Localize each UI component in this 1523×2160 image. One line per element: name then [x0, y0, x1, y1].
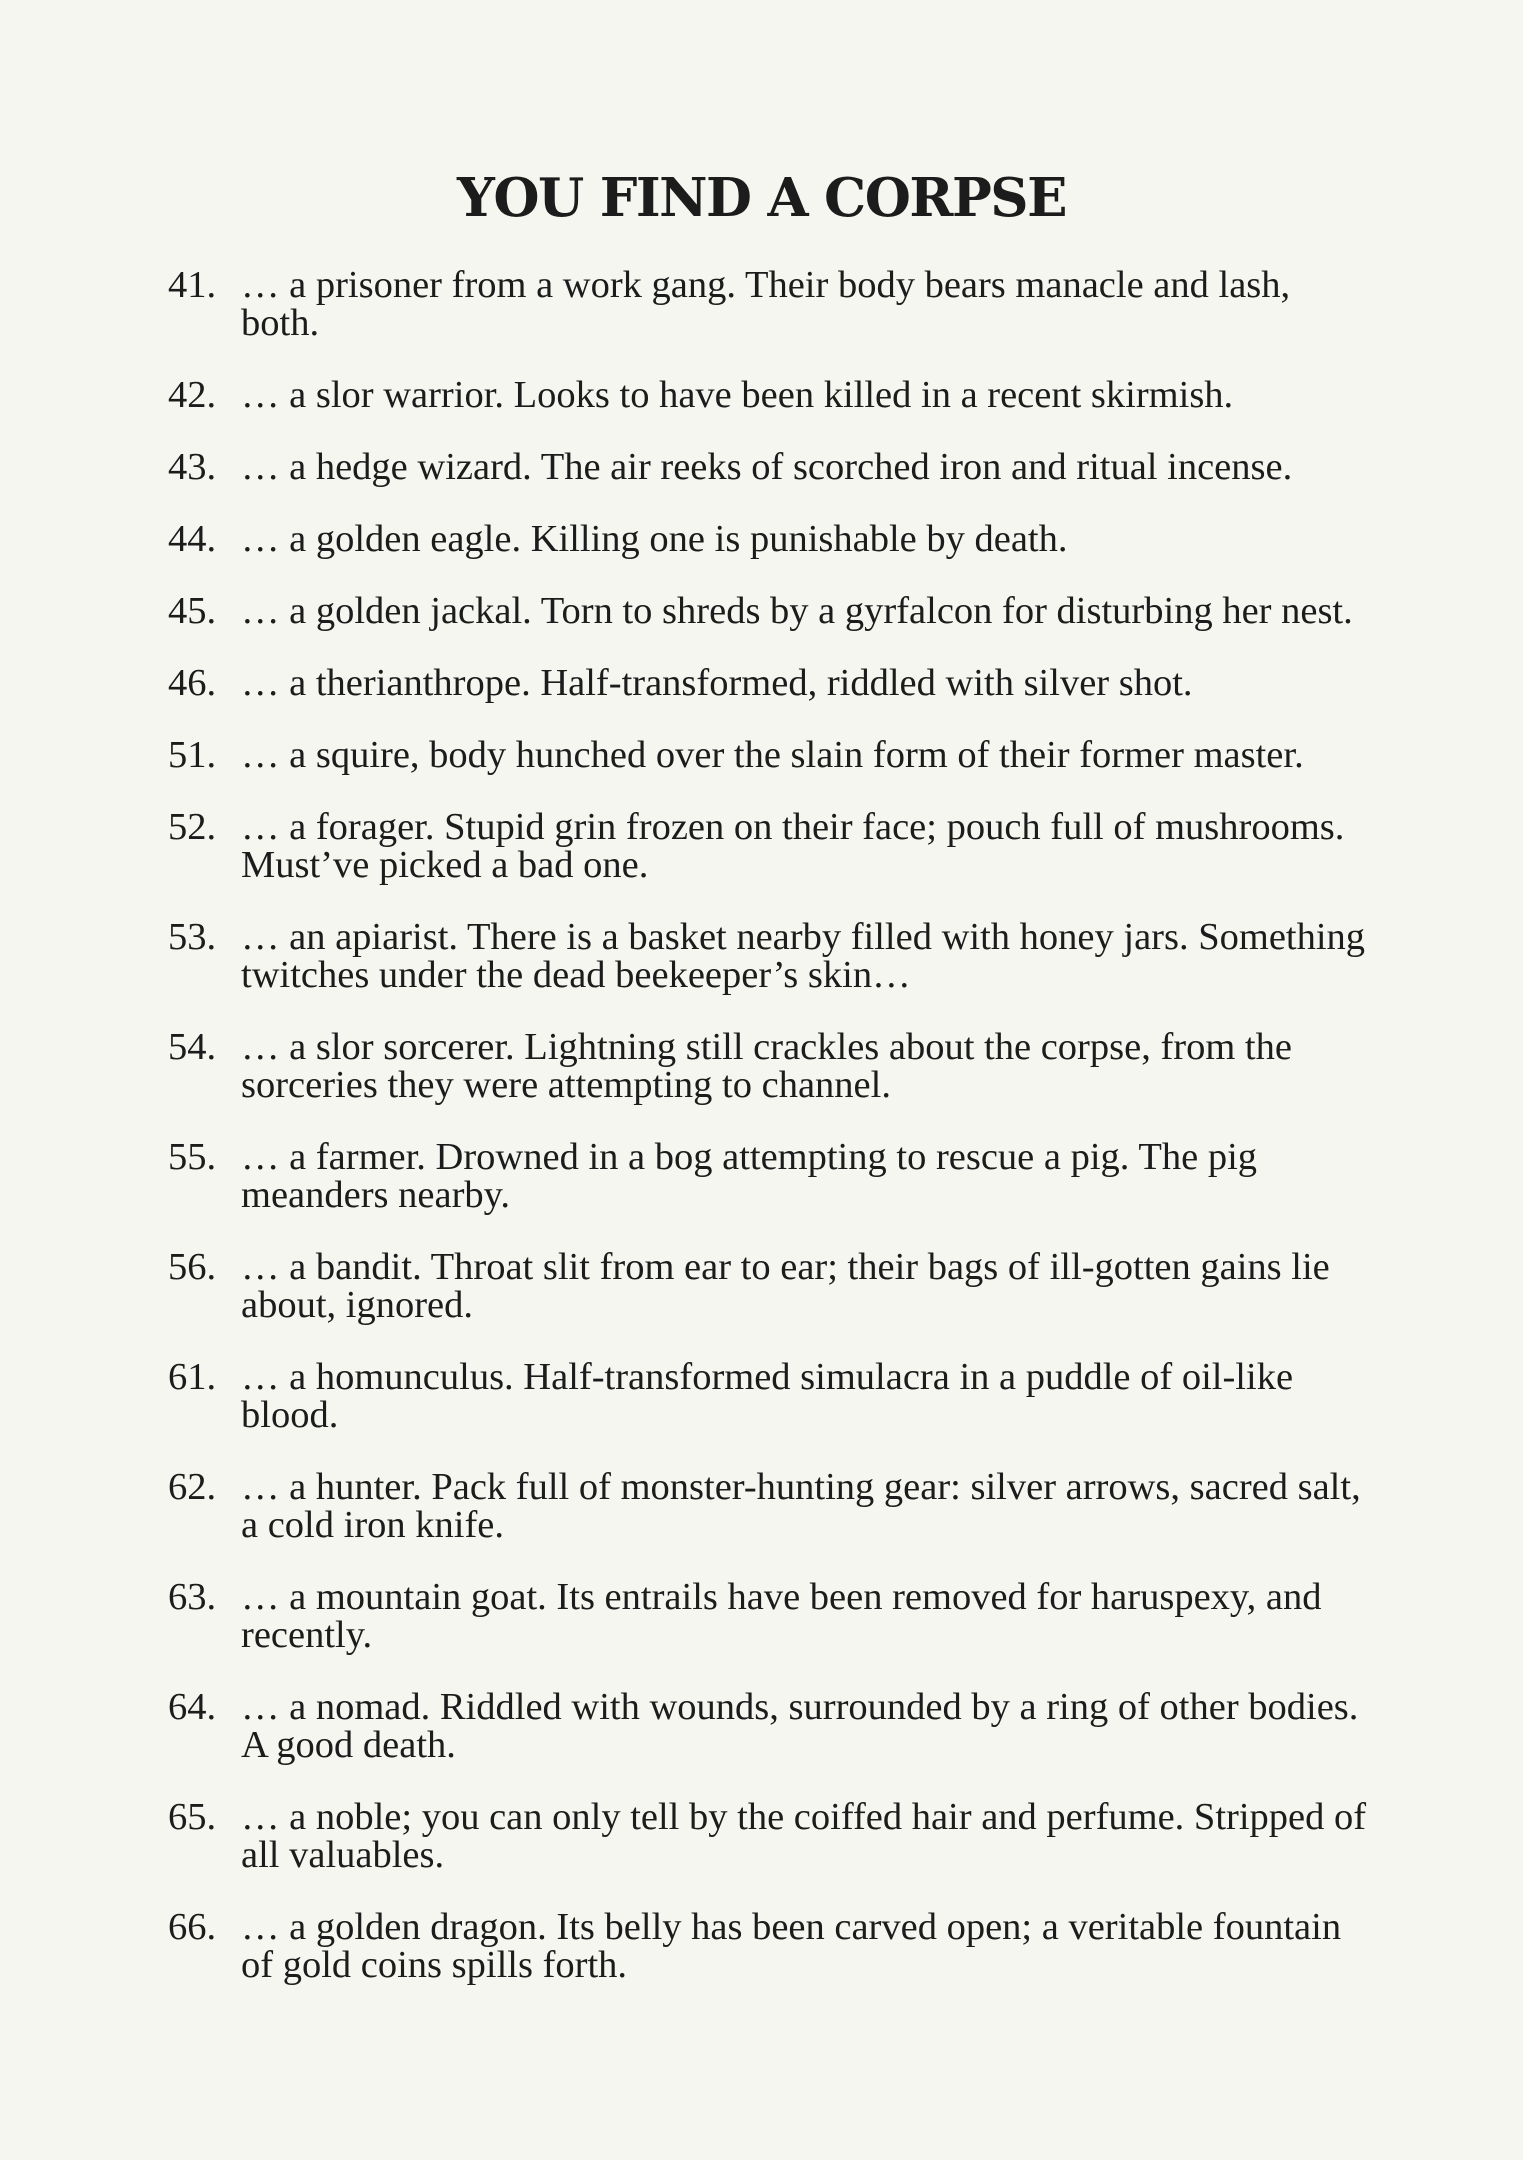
list-item	[168, 1468, 1368, 1544]
entry-number: 66.	[168, 1906, 217, 1948]
entry-number: 44.	[168, 518, 217, 560]
entry-number: 55.	[168, 1136, 217, 1178]
list-item	[168, 1138, 1368, 1214]
entry-text: … a bandit. Throat slit from ear to ear; their bags of ill-gotten gains lie about, ignored.	[241, 1246, 1330, 1326]
entry-number: 42.	[168, 374, 217, 416]
entry-number: 43.	[168, 446, 217, 488]
list-item	[168, 1908, 1368, 1984]
entry-text: … a farmer. Drowned in a bog attempting to rescue a pig. The pig meanders nearby.	[241, 1136, 1258, 1216]
list-item	[168, 1578, 1368, 1654]
entry-number: 63.	[168, 1576, 217, 1618]
entry-text: … a golden eagle. Killing one is punishable by death.	[241, 518, 1068, 560]
list-item	[168, 736, 1368, 774]
list-item	[168, 266, 1368, 342]
entry-text: … a mountain goat. Its entrails have been removed for haruspexy, and recently.	[241, 1576, 1322, 1656]
entry-text: … a nomad. Riddled with wounds, surrounded by a ring of other bodies. A good death.	[241, 1686, 1359, 1766]
entry-number: 62.	[168, 1466, 217, 1508]
page-title: YOU FIND A CORPSE	[457, 167, 1066, 229]
list-item	[168, 808, 1368, 884]
list-item	[168, 376, 1368, 414]
entry-text: … a therianthrope. Half-transformed, riddled with silver shot.	[241, 662, 1193, 704]
list-item	[168, 1688, 1368, 1764]
entry-number: 45.	[168, 590, 217, 632]
list-item	[168, 1248, 1368, 1324]
entry-text: … a forager. Stupid grin frozen on their face; pouch full of mushrooms. Must’ve picked a bad one.	[241, 806, 1345, 886]
list-item	[168, 592, 1368, 630]
list-item	[168, 918, 1368, 994]
entry-text: … a golden jackal. Torn to shreds by a gyrfalcon for disturbing her nest.	[241, 590, 1353, 632]
entry-number: 61.	[168, 1356, 217, 1398]
entry-text: … a hedge wizard. The air reeks of scorched iron and ritual incense.	[241, 446, 1293, 488]
entry-text: … a noble; you can only tell by the coiffed hair and perfume. Stripped of all valuables.	[241, 1796, 1367, 1876]
list-item	[168, 1028, 1368, 1104]
entry-number: 51.	[168, 734, 217, 776]
list-item	[168, 664, 1368, 702]
entry-text: … a hunter. Pack full of monster-hunting gear: silver arrows, sacred salt, a cold iron knife.	[241, 1466, 1361, 1546]
list-item	[168, 448, 1368, 486]
entry-text: … a prisoner from a work gang. Their body bears manacle and lash, both.	[241, 264, 1291, 344]
entry-text: … a golden dragon. Its belly has been carved open; a veritable fountain of gold coins spills forth.	[241, 1906, 1342, 1986]
entry-text: … a squire, body hunched over the slain form of their former master.	[241, 734, 1304, 776]
list-item	[168, 520, 1368, 558]
entry-text: … a homunculus. Half-transformed simulacra in a puddle of oil-like blood.	[241, 1356, 1294, 1436]
list-item	[168, 1798, 1368, 1874]
entry-number: 46.	[168, 662, 217, 704]
entry-text: … a slor sorcerer. Lightning still crackles about the corpse, from the sorceries they were attempting to channel.	[241, 1026, 1292, 1106]
entry-number: 53.	[168, 916, 217, 958]
entry-number: 56.	[168, 1246, 217, 1288]
entry-text: … an apiarist. There is a basket nearby filled with honey jars. Something twitches under the dead beekeeper’s skin…	[241, 916, 1366, 996]
corpse-table	[168, 266, 1368, 1984]
entry-number: 64.	[168, 1686, 217, 1728]
entry-number: 52.	[168, 806, 217, 848]
entry-number: 41.	[168, 264, 217, 306]
entry-number: 65.	[168, 1796, 217, 1838]
entry-text: … a slor warrior. Looks to have been killed in a recent skirmish.	[241, 374, 1234, 416]
entry-number: 54.	[168, 1026, 217, 1068]
list-item	[168, 1358, 1368, 1434]
